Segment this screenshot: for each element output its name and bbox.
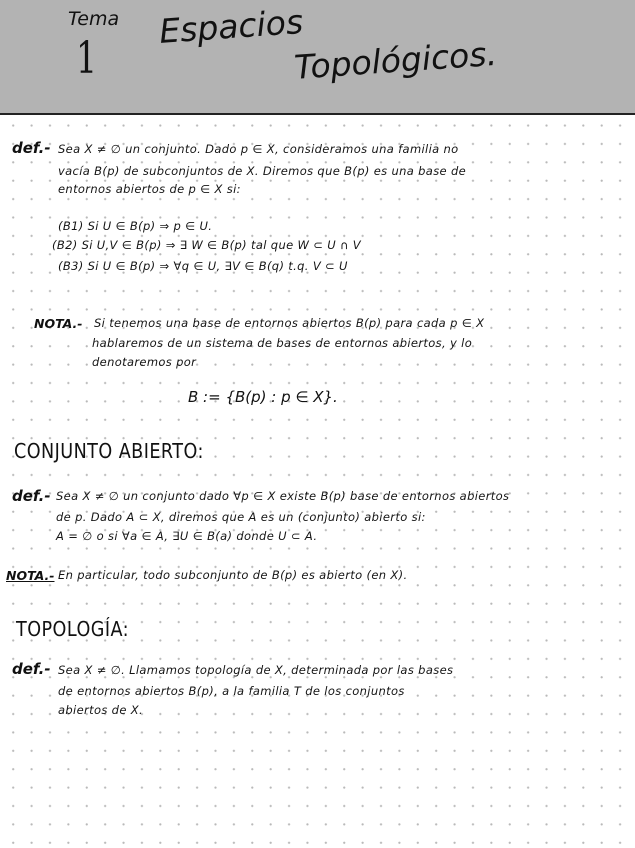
section-heading-abierto: CONJUNTO ABIERTO: bbox=[14, 439, 204, 463]
def3-line: abiertos de X. bbox=[58, 703, 144, 717]
def2-line: Sea X ≠ ∅ un conjunto dado ∀p ∈ X existe B(p) base de entornos abiertos bbox=[56, 489, 510, 503]
nota1-line: hablaremos de un sistema de bases de entornos abiertos, y lo bbox=[92, 336, 473, 350]
page-title-line1: Espacios bbox=[158, 1, 305, 51]
tema-number: 1 bbox=[76, 33, 97, 84]
axiom-b1: (B1) Si U ∈ B(p) ⇒ p ∈ U. bbox=[58, 219, 213, 233]
basis-system-formula: B := {B(p) : p ∈ X}. bbox=[188, 388, 338, 406]
def-tag: def.- bbox=[12, 487, 51, 505]
nota1-line: denotaremos por bbox=[92, 355, 197, 369]
nota2-line: En particular, todo subconjunto de B(p) es abierto (en X). bbox=[58, 568, 408, 582]
def1-line: entornos abiertos de p ∈ X si: bbox=[58, 182, 241, 196]
header-banner bbox=[0, 0, 635, 115]
nota-tag: NOTA.- bbox=[6, 568, 55, 583]
nota-tag: NOTA.- bbox=[34, 316, 83, 331]
def3-line: de entornos abiertos B(p), a la familia T de los conjuntos bbox=[58, 684, 405, 698]
axiom-b3: (B3) Si U ∈ B(p) ⇒ ∀q ∈ U, ∃V ∈ B(q) t.q. V ⊂ U bbox=[58, 259, 348, 273]
section-heading-topologia: TOPOLOGÍA: bbox=[16, 617, 129, 641]
tema-label: Tema bbox=[68, 8, 120, 30]
def2-line: A = ∅ o si ∀a ∈ A, ∃U ∈ B(a) donde U ⊂ A. bbox=[56, 529, 318, 543]
def1-line: vacía B(p) de subconjuntos de X. Diremos que B(p) es una base de bbox=[58, 164, 467, 178]
def2-line: de p. Dado A ⊂ X, diremos que A es un (conjunto) abierto si: bbox=[56, 510, 426, 524]
def-tag: def.- bbox=[12, 139, 51, 157]
page-title-line2: Topológicos. bbox=[293, 33, 499, 87]
axiom-b2: (B2) Si U,V ∈ B(p) ⇒ ∃ W ∈ B(p) tal que W ⊂ U ∩ V bbox=[52, 238, 362, 252]
nota1-line: Si tenemos una base de entornos abiertos B(p) para cada p ∈ X bbox=[94, 316, 485, 330]
def3-line: Sea X ≠ ∅. Llamamos topología de X, determinada por las bases bbox=[58, 663, 454, 677]
def-tag: def.- bbox=[12, 660, 51, 678]
def1-line: Sea X ≠ ∅ un conjunto. Dado p ∈ X, consideramos una familia no bbox=[58, 142, 459, 156]
